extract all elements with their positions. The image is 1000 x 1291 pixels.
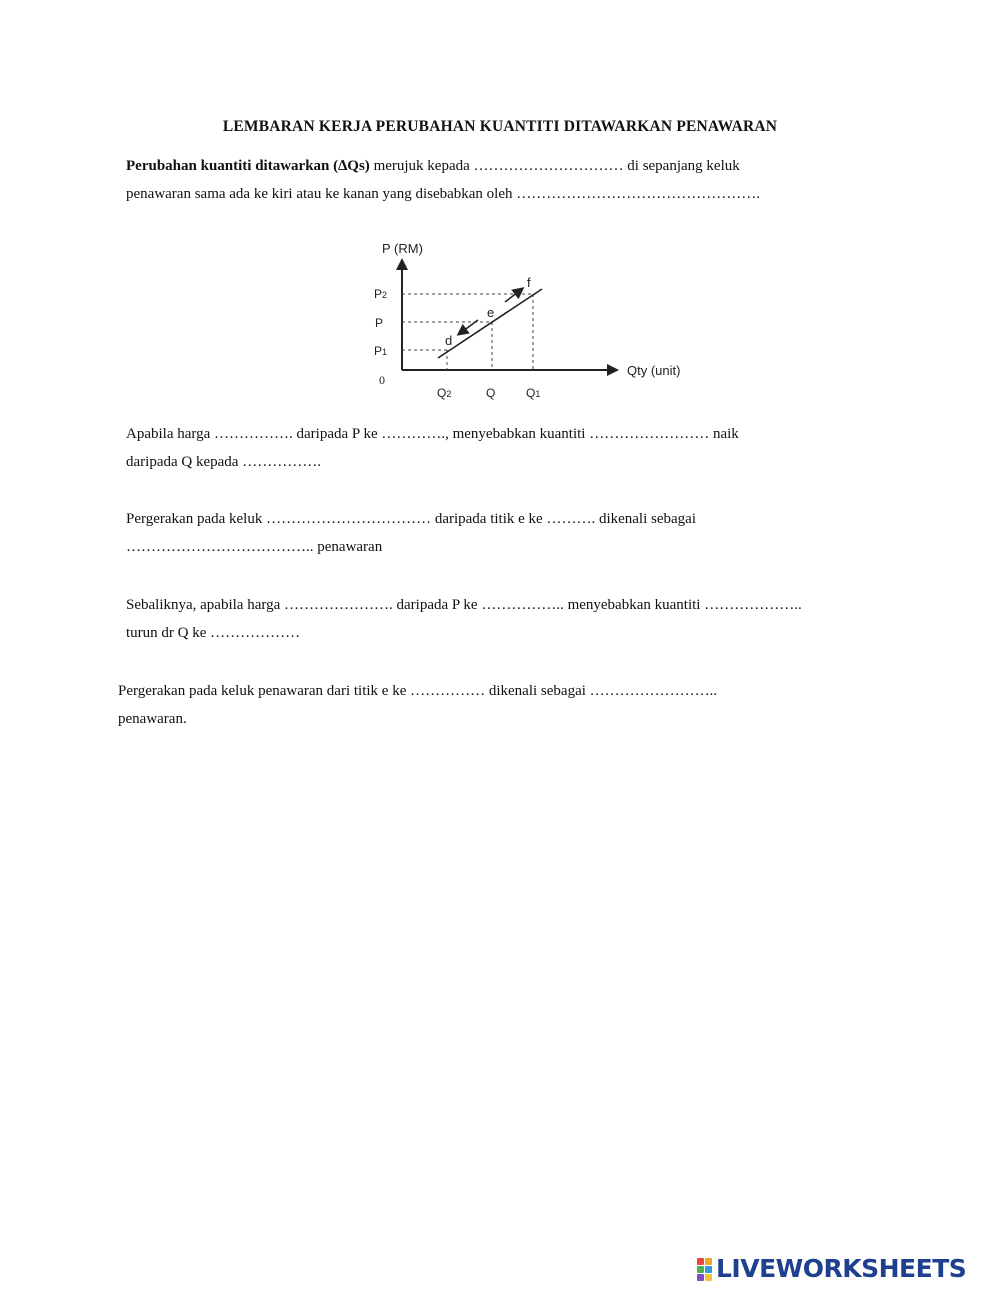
logo-square-6 [705, 1274, 712, 1281]
x-axis-arrow-icon [607, 364, 619, 376]
y-tick-p1 [374, 344, 387, 358]
y-tick-p1-sub: 1 [382, 347, 388, 357]
paragraph-1 [126, 420, 739, 476]
paragraph-1-line-2: daripada Q kepada ……………. [126, 454, 321, 470]
supply-curve-graph [360, 236, 700, 406]
y-axis-arrow-icon [396, 258, 408, 270]
point-label-e: e [487, 305, 495, 320]
supply-curve [438, 289, 542, 358]
y-tick-p2-sub: 2 [382, 290, 388, 300]
paragraph-3-line-2: turun dr Q ke ……………… [126, 625, 301, 641]
paragraph-4-line-1: Pergerakan pada keluk penawaran dari titik e ke …………… dikenali sebagai …………………….. [118, 683, 718, 699]
intro-line-1 [126, 152, 760, 180]
paragraph-3-line-1: Sebaliknya, apabila harga …………………. daripada P ke …………….. menyebabkan kuantiti ……………….. [126, 597, 802, 613]
paragraph-2-line-2: ……………………………….. penawaran [126, 539, 383, 555]
x-tick-q1 [526, 386, 540, 400]
y-tick-p2 [374, 287, 387, 301]
intro-term: Perubahan kuantiti ditawarkan (∆Qs) [126, 158, 370, 174]
y-tick-p2-main: P [374, 287, 383, 301]
paragraph-2-line-1: Pergerakan pada keluk …………………………… daripada titik e ke ………. dikenali sebagai [126, 511, 696, 527]
x-tick-q1-sub: 1 [535, 389, 541, 399]
x-tick-q2-main: Q [437, 386, 447, 400]
logo-square-3 [697, 1266, 704, 1273]
point-label-d: d [445, 333, 453, 348]
logo-square-4 [705, 1266, 712, 1273]
x-axis-label: Qty (unit) [627, 363, 681, 378]
intro-paragraph [126, 152, 760, 208]
x-tick-q1-main: Q [526, 386, 536, 400]
logo-square-2 [705, 1258, 712, 1265]
liveworksheets-logo [697, 1256, 966, 1282]
intro-line-1-rest: merujuk kepada ………………………… di sepanjang keluk [369, 158, 740, 174]
logo-square-1 [697, 1258, 704, 1265]
arrow-up-along-curve-icon [505, 289, 522, 302]
liveworksheets-logo-text: LIVEWORKSHEETS [716, 1254, 967, 1283]
paragraph-4-line-2: penawaran. [118, 711, 187, 727]
intro-line-2: penawaran sama ada ke kiri atau ke kanan yang disebabkan oleh …………………………………………. [126, 186, 760, 202]
worksheet-title: LEMBARAN KERJA PERUBAHAN KUANTITI DITAWARKAN PENAWARAN [222, 118, 778, 135]
y-tick-p1-main: P [374, 344, 383, 358]
x-tick-q: Q [486, 386, 496, 400]
paragraph-4 [118, 677, 717, 733]
x-tick-q2-sub: 2 [446, 389, 452, 399]
paragraph-1-line-1: Apabila harga ……………. daripada P ke …………., menyebabkan kuantiti …………………… naik [126, 426, 739, 442]
point-label-f: f [527, 275, 531, 290]
liveworksheets-logo-icon [697, 1258, 712, 1281]
x-tick-q2 [437, 386, 451, 400]
y-axis-label: P (RM) [382, 241, 423, 256]
paragraph-3 [126, 591, 802, 647]
y-tick-p: P [375, 316, 384, 330]
logo-square-5 [697, 1274, 704, 1281]
paragraph-2 [126, 505, 696, 561]
origin-label: 0 [379, 373, 385, 387]
